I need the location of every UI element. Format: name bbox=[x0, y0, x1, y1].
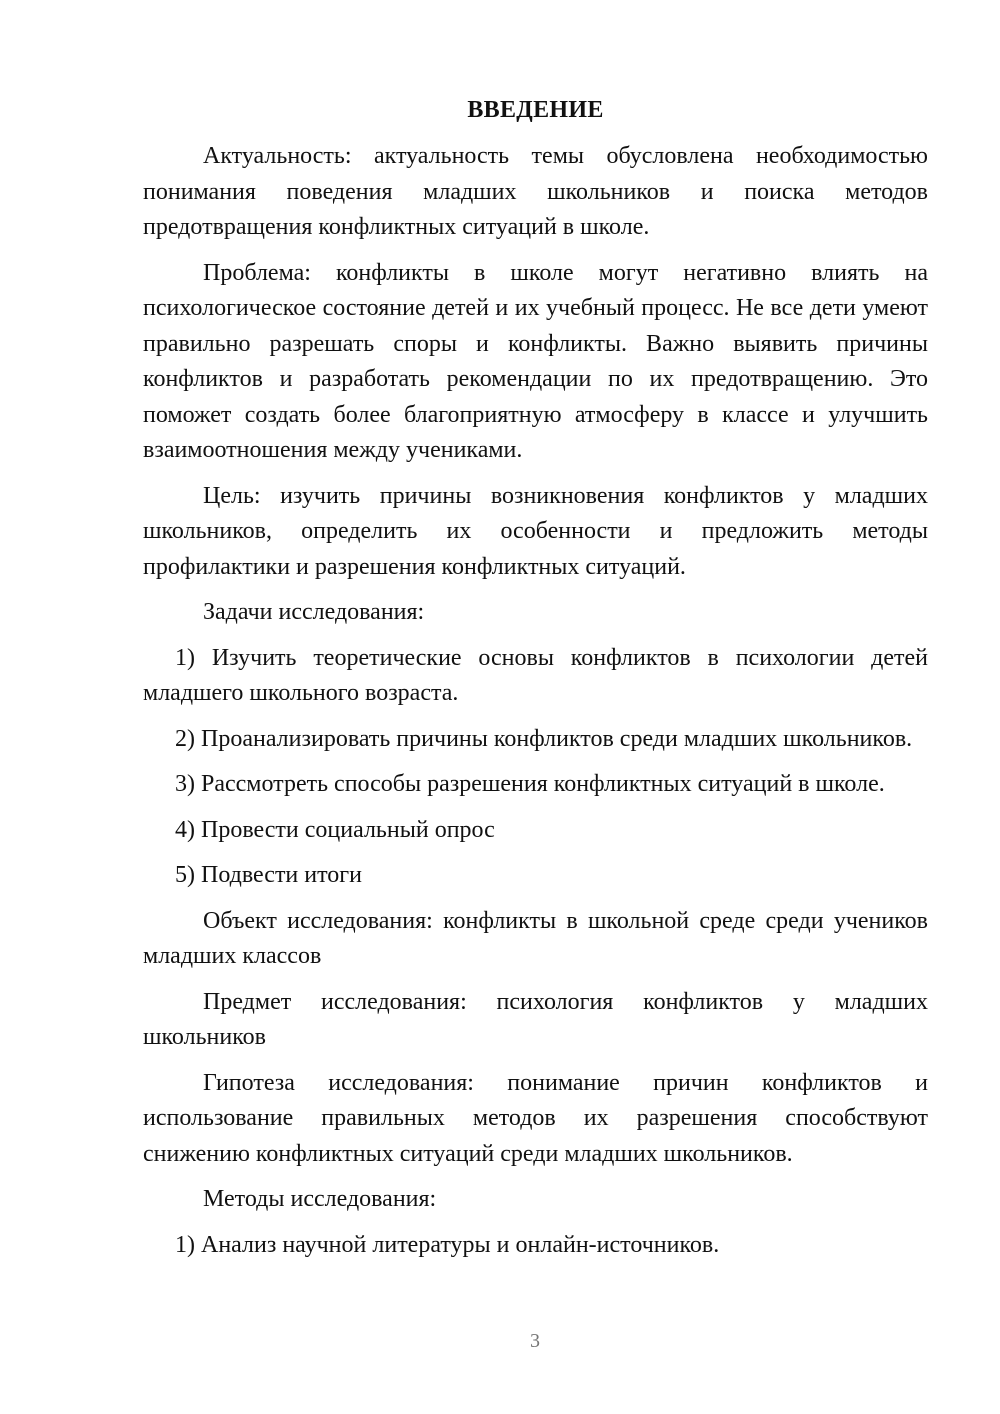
document-page bbox=[143, 92, 928, 1273]
tasks-heading: Задачи исследования: bbox=[203, 599, 425, 625]
paragraph-subject: Предмет исследования: психология конфликтов у младших школьников bbox=[143, 988, 928, 1050]
task-item-3: 3) Рассмотреть способы разрешения конфликтных ситуаций в школе. bbox=[175, 771, 885, 797]
paragraph-relevance: Актуальность: актуальность темы обусловлена необходимостью понимания поведения младших школьников и поиска методов предотвращения конфликтных ситуаций в школе. bbox=[143, 143, 928, 240]
paragraph-object: Объект исследования: конфликты в школьной среде среди учеников младших классов bbox=[143, 907, 928, 969]
task-item-1: 1) Изучить теоретические основы конфликтов в психологии детей младшего школьного возраста. bbox=[143, 644, 928, 706]
page-number: 3 bbox=[530, 1330, 540, 1352]
task-item-4: 4) Провести социальный опрос bbox=[175, 816, 495, 843]
method-item-1: 1) Анализ научной литературы и онлайн-источников. bbox=[175, 1231, 720, 1258]
methods-heading: Методы исследования: bbox=[203, 1186, 437, 1212]
paragraph-problem: Проблема: конфликты в школе могут негативно влиять на психологическое состояние детей и их учебный процесс. Не все дети умеют правильно разрешать споры и конфликты. Важно выявить причины конфликтов и разработать рекомендации по их предотвращению. Это поможет создать более благоприятную атмосферу в классе и улучшить взаимоотношения между учениками. bbox=[143, 259, 928, 463]
page-title: ВВЕДЕНИЕ bbox=[467, 97, 604, 123]
paragraph-hypothesis: Гипотеза исследования: понимание причин конфликтов и использование правильных методов их разрешения способствуют снижению конфликтных ситуаций среди младших школьников. bbox=[143, 1069, 928, 1167]
paragraph-goal: Цель: изучить причины возникновения конфликтов у младших школьников, определить их особенности и предложить методы профилактики и разрешения конфликтных ситуаций. bbox=[143, 482, 928, 580]
task-item-2: 2) Проанализировать причины конфликтов среди младших школьников. bbox=[175, 725, 913, 752]
task-item-5: 5) Подвести итоги bbox=[175, 862, 362, 888]
